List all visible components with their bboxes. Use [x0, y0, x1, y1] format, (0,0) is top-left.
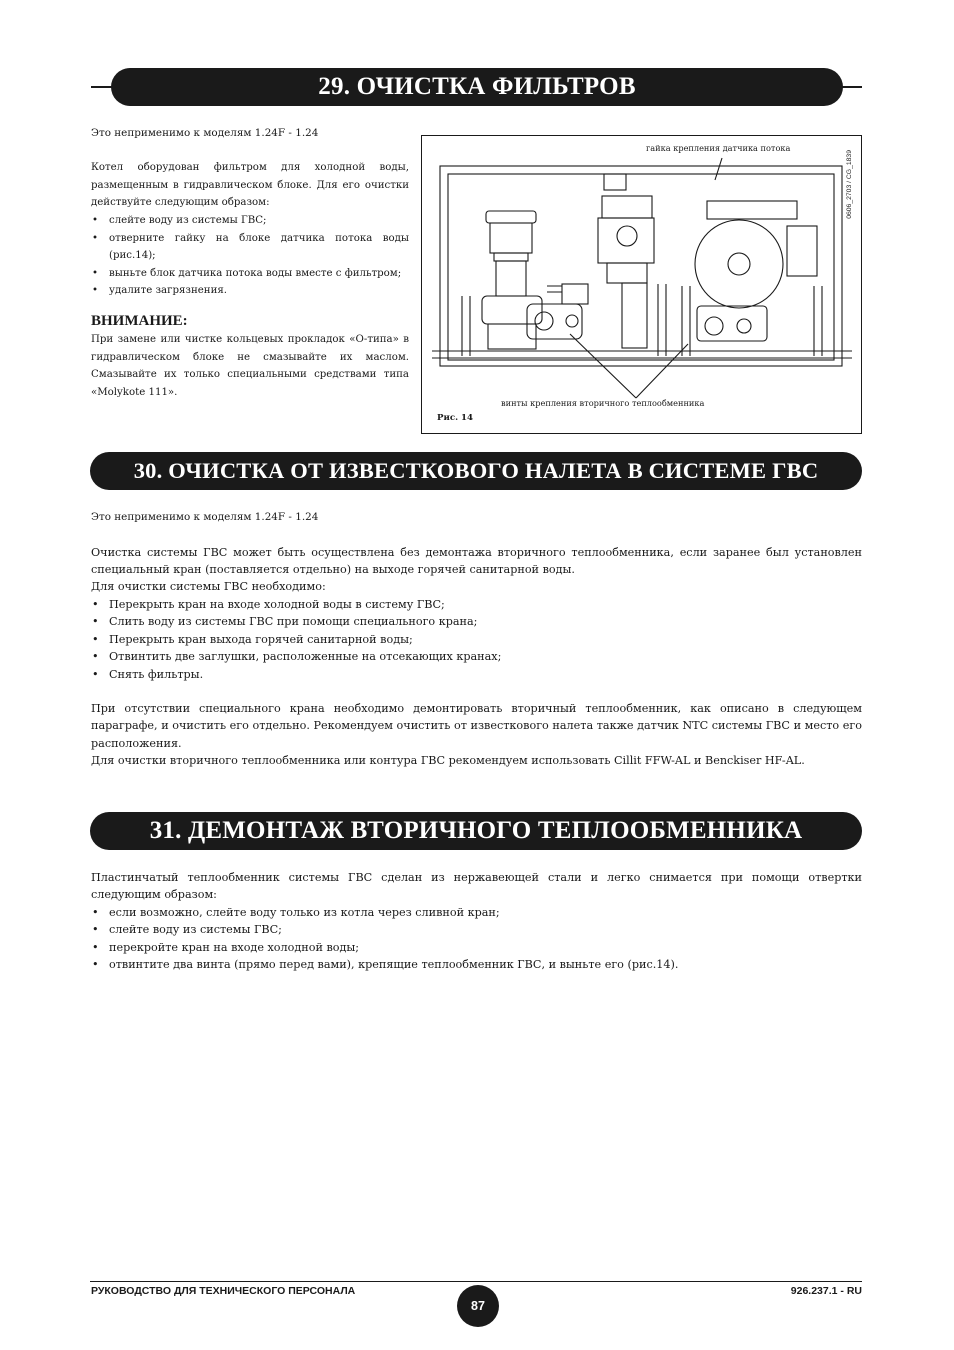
list-item: • Перекрыть кран выхода горячей санитарной воды; — [91, 631, 862, 648]
list-item: • Перекрыть кран на входе холодной воды в систему ГВС; — [91, 596, 862, 613]
figure-caption: Рис. 14 — [437, 413, 474, 423]
section-31-title: 31. ДЕМОНТАЖ ВТОРИЧНОГО ТЕПЛООБМЕННИКА — [90, 812, 862, 850]
section-31-bullets — [91, 904, 862, 974]
warning-text: При замене или чистке кольцевых прокладок «О-типа» в гидравлическом блоке не смазывайте их маслом. Смазывайте их только специальными средствами типа «Molykote 111». — [91, 334, 409, 398]
list-item: • отверните гайку на блоке датчика потока воды (рис.14); — [91, 230, 409, 265]
section-30-para3: При отсутствии специального крана необходимо демонтировать вторичный теплообменник, как описано в следующем параграфе, и очистить его отдельно. Рекомендуем очистить от известкового налета также датчик NTC системы ГВС и место его расположения. — [91, 702, 862, 750]
section-29-bullets — [91, 212, 409, 300]
figure-label-top: гайка крепления датчика потока — [646, 143, 791, 153]
footer-manual-title: РУКОВОДСТВО ДЛЯ ТЕХНИЧЕСКОГО ПЕРСОНАЛА — [91, 1285, 356, 1297]
list-item: • отвинтите два винта (прямо перед вами), крепящие теплообменник ГВС, и выньте его (рис.14). — [91, 956, 862, 973]
warning-title: ВНИМАНИЕ: — [91, 313, 188, 329]
list-item: • выньте блок датчика потока воды вместе с фильтром; — [91, 265, 409, 283]
section-30-para4: Для очистки вторичного теплообменника или контура ГВС рекомендуем использовать Cillit FFW-AL и Benckiser HF-AL. — [91, 754, 805, 767]
list-item: • Отвинтить две заглушки, расположенные на отсекающих кранах; — [91, 648, 862, 665]
section-29-title: 29. ОЧИСТКА ФИЛЬТРОВ — [111, 68, 843, 106]
section-30-bullets — [91, 596, 862, 683]
section-30-title: 30. ОЧИСТКА ОТ ИЗВЕСТКОВОГО НАЛЕТА В СИСТЕМЕ ГВС — [90, 452, 862, 490]
footer-rule — [90, 1281, 862, 1282]
section-31-para1: Пластинчатый теплообменник системы ГВС сделан из нержавеющей стали и легко снимается при помощи отвертки следующим образом: — [91, 871, 862, 902]
figure-code: 0606_2703 / CG_1839 — [846, 150, 853, 219]
list-item: • слейте воду из системы ГВС; — [91, 921, 862, 938]
boiler-hydraulic-block-illustration — [422, 136, 861, 433]
list-item: • удалите загрязнения. — [91, 282, 409, 300]
list-item: • перекройте кран на входе холодной воды; — [91, 939, 862, 956]
figure-14 — [421, 135, 862, 434]
list-item: • слейте воду из системы ГВС; — [91, 212, 409, 230]
section-29-note: Это неприменимо к моделям 1.24F - 1.24 — [91, 127, 319, 139]
page-number-badge — [457, 1285, 499, 1327]
section-30-para1: Очистка системы ГВС может быть осуществлена без демонтажа вторичного теплообменника, если заранее был установлен специальный кран (поставляется отдельно) на выходе горячей санитарной воды. — [91, 546, 862, 577]
list-item: • если возможно, слейте воду только из котла через сливной кран; — [91, 904, 862, 921]
footer-doc-code: 926.237.1 - RU — [790, 1285, 862, 1297]
section-30-para2: Для очистки системы ГВС необходимо: — [91, 580, 326, 593]
page-number: 87 — [471, 1299, 485, 1313]
list-item: • Снять фильтры. — [91, 666, 862, 683]
section-29-intro: Котел оборудован фильтром для холодной воды, размещенным в гидравлическом блоке. Для его очистки действуйте следующим образом: — [91, 162, 409, 209]
section-30-note: Это неприменимо к моделям 1.24F - 1.24 — [91, 511, 319, 523]
list-item: • Слить воду из системы ГВС при помощи специального крана; — [91, 613, 862, 630]
figure-label-bottom: винты крепления вторичного теплообменника — [501, 398, 705, 408]
